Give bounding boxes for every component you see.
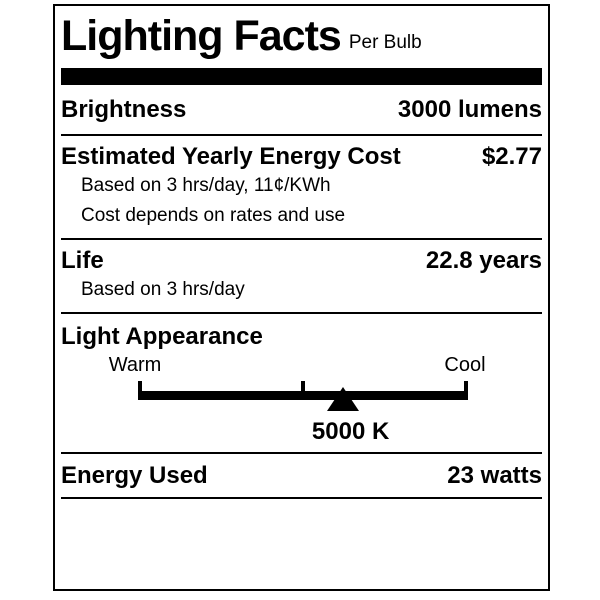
scale-end-labels [61, 352, 542, 378]
life-value: 22.8 years [425, 247, 542, 274]
label-header [61, 6, 542, 68]
life-section [61, 240, 542, 314]
scale-tick-left [138, 381, 142, 400]
brightness-label: Brightness [61, 95, 187, 123]
life-label: Life [61, 247, 104, 274]
energy-used-label: Energy Used [61, 461, 208, 489]
scale-tick-right [464, 381, 468, 400]
lighting-facts-label [53, 4, 550, 591]
warm-label: Warm [108, 354, 162, 376]
scale-spacer [61, 412, 542, 452]
energy-cost-label: Estimated Yearly Energy Cost [61, 143, 401, 170]
light-appearance-section [61, 314, 542, 454]
scale-tick-middle [301, 381, 305, 400]
light-appearance-label: Light Appearance [61, 323, 263, 350]
energy-cost-row [61, 143, 542, 171]
label-subtitle: Per Bulb [348, 32, 422, 53]
energy-cost-note-disclaimer: Cost depends on rates and use [81, 205, 346, 226]
energy-used-value: 23 watts [447, 461, 542, 489]
kelvin-marker-icon [327, 387, 359, 411]
life-row [61, 247, 542, 275]
life-note-basis: Based on 3 hrs/day [81, 279, 245, 300]
header-separator-bar [61, 68, 542, 85]
kelvin-value: 5000 K [311, 418, 390, 445]
brightness-value: 3000 lumens [397, 95, 542, 123]
cool-label: Cool [444, 354, 486, 376]
energy-cost-value: $2.77 [481, 143, 542, 170]
brightness-row [61, 85, 542, 136]
energy-used-row [61, 454, 542, 499]
light-appearance-heading [61, 322, 542, 352]
energy-cost-note-basis: Based on 3 hrs/day, 11¢/KWh [81, 175, 331, 196]
label-title: Lighting Facts [61, 12, 341, 60]
warm-cool-scale [138, 378, 468, 445]
energy-cost-section [61, 136, 542, 240]
